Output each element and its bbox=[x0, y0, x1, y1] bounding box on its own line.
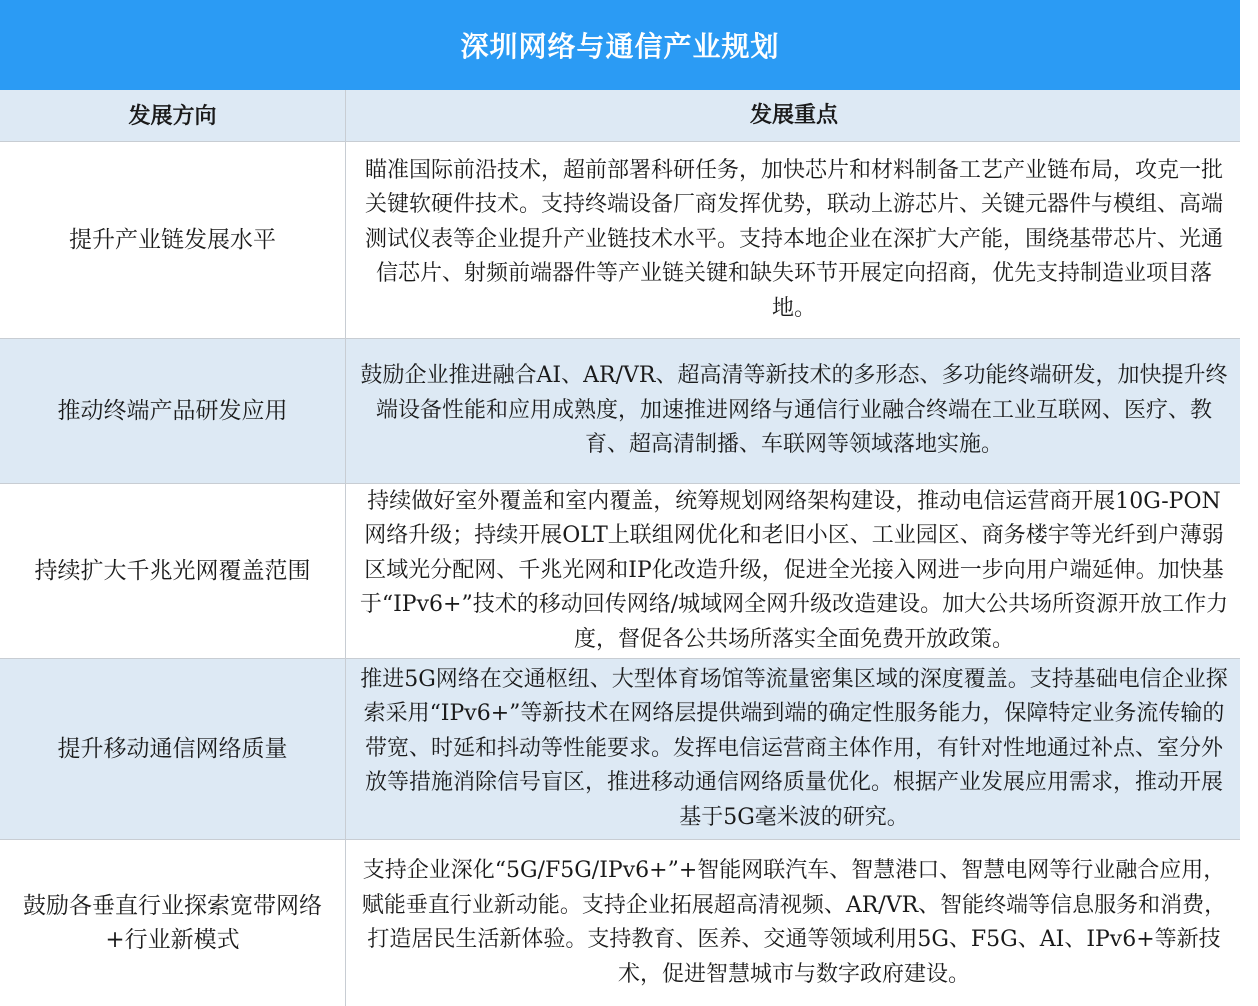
row-direction: 推动终端产品研发应用 bbox=[0, 339, 346, 483]
table-title: 深圳网络与通信产业规划 bbox=[460, 30, 780, 63]
table-row bbox=[0, 659, 1240, 840]
row-focus: 持续做好室外覆盖和室内覆盖，统筹规划网络架构建设，推动电信运营商开展10G-PON网络升级；持续开展OLT上联组网优化和老旧小区、工业园区、商务楼宇等光纤到户薄弱区域光分配网、千兆光网和IP化改造升级，促进全光接入网进一步向用户端延伸。加快基于“IPv6+”技术的移动回传网络/城域网全网升级改造建设。加大公共场所资源开放工作力度，督促各公共场所落实全面免费开放政策。 bbox=[359, 488, 1229, 652]
row-focus: 鼓励企业推进融合AI、AR/VR、超高清等新技术的多形态、多功能终端研发，加快提升终端设备性能和应用成熟度，加速推进网络与通信行业融合终端在工业互联网、医疗、教育、超高清制播、车联网等领域落地实施。 bbox=[360, 363, 1228, 458]
row-direction: 鼓励各垂直行业探索宽带网络+行业新模式 bbox=[0, 840, 346, 1006]
row-direction: 提升产业链发展水平 bbox=[0, 142, 346, 338]
table-header-row bbox=[0, 90, 1240, 142]
row-direction: 提升移动通信网络质量 bbox=[0, 659, 346, 839]
row-focus: 瞄准国际前沿技术，超前部署科研任务，加快芯片和材料制备工艺产业链布局，攻克一批关键软硬件技术。支持终端设备厂商发挥优势，联动上游芯片、关键元器件与模组、高端测试仪表等企业提升产业链技术水平。支持本地企业在深扩大产能，围绕基带芯片、光通信芯片、射频前端器件等产业链关键和缺失环节开展定向招商，优先支持制造业项目落地。 bbox=[364, 157, 1223, 321]
table-row bbox=[0, 339, 1240, 484]
row-focus: 推进5G网络在交通枢纽、大型体育场馆等流量密集区域的深度覆盖。支持基础电信企业探索采用“IPv6+”等新技术在网络层提供端到端的确定性服务能力，保障特定业务流传输的带宽、时延和抖动等性能要求。发挥电信运营商主体作用，有针对性地通过补点、室分外放等措施消除信号盲区，推进移动通信网络质量优化。根据产业发展应用需求，推动开展基于5G毫米波的研究。 bbox=[360, 666, 1228, 830]
header-focus: 发展重点 bbox=[749, 102, 838, 129]
table-row bbox=[0, 840, 1240, 1006]
table-row bbox=[0, 142, 1240, 339]
header-direction: 发展方向 bbox=[0, 90, 346, 141]
row-focus: 支持企业深化“5G/F5G/IPv6+”+智能网联汽车、智慧港口、智慧电网等行业融合应用，赋能垂直行业新动能。支持企业拓展超高清视频、AR/VR、智能终端等信息服务和消费，打造居民生活新体验。支持教育、医养、交通等领域利用5G、F5G、AI、IPv6+等新技术，促进智慧城市与数字政府建设。 bbox=[361, 858, 1227, 987]
table-row bbox=[0, 484, 1240, 659]
table-title-bar bbox=[0, 0, 1240, 90]
row-direction: 持续扩大千兆光网覆盖范围 bbox=[0, 484, 346, 658]
